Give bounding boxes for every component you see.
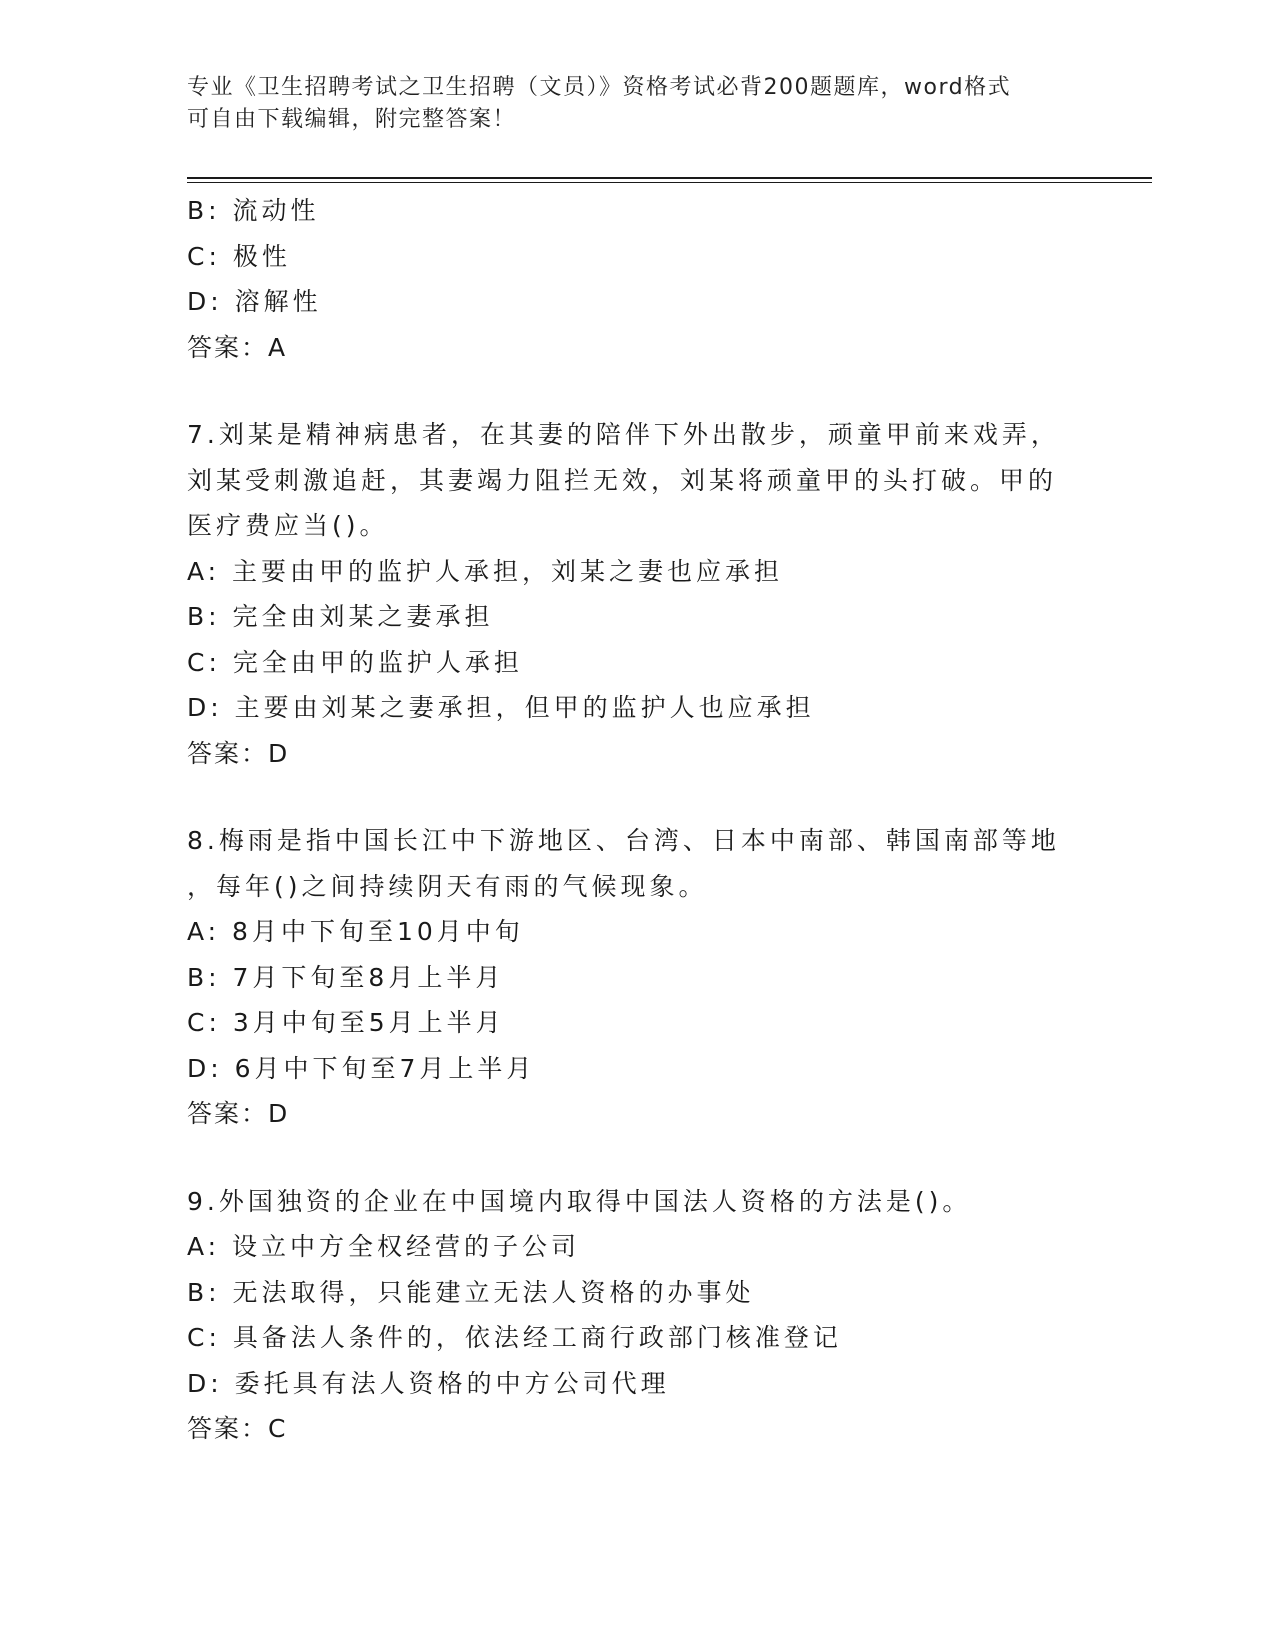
header-line-2: 可自由下载编辑，附完整答案！	[187, 107, 517, 132]
question-stem-line: 医疗费应当()。	[187, 511, 389, 540]
question-9	[187, 1179, 1087, 1452]
option-d: D: 6月中下旬至7月上半月	[187, 1053, 536, 1083]
document-header	[187, 72, 1087, 136]
question-stem-line: 刘某受刺激追赶，其妻竭力阻拦无效，刘某将顽童甲的头打破。甲的	[187, 465, 1058, 495]
answer-line: 答案：D	[187, 1099, 290, 1128]
header-line-1: 专业《卫生招聘考试之卫生招聘（文员）》资格考试必背200题题库，word格式	[187, 75, 1012, 100]
question-stem-line: ，每年()之间持续阴天有雨的气候现象。	[187, 871, 708, 901]
option-b: B: 7月下旬至8月上半月	[187, 962, 505, 992]
question-list	[187, 188, 1087, 1452]
answer-line: 答案：D	[187, 738, 290, 768]
option-b: B: 完全由刘某之妻承担	[187, 602, 494, 631]
question-8	[187, 818, 1087, 1137]
option-c: C: 完全由甲的监护人承担	[187, 647, 523, 677]
option-a: A: 主要由甲的监护人承担，刘某之妻也应承担	[187, 556, 784, 586]
option-c: C: 极性	[187, 241, 291, 271]
question-stem-line: 7.刘某是精神病患者，在其妻的陪伴下外出散步，顽童甲前来戏弄，	[187, 420, 1060, 449]
option-c: C: 具备法人条件的，依法经工商行政部门核准登记	[187, 1323, 842, 1352]
question-stem-line: 9.外国独资的企业在中国境内取得中国法人资格的方法是()。	[187, 1186, 972, 1216]
option-b: B: 无法取得，只能建立无法人资格的办事处	[187, 1277, 755, 1307]
option-d: D: 溶解性	[187, 287, 322, 316]
option-a: A: 设立中方全权经营的子公司	[187, 1232, 581, 1261]
question-spacer	[187, 370, 1087, 412]
option-d: D: 委托具有法人资格的中方公司代理	[187, 1368, 670, 1398]
question-spacer	[187, 776, 1087, 818]
question-spacer	[187, 1137, 1087, 1179]
answer-line: 答案：A	[187, 332, 288, 362]
option-a: A: 8月中下旬至10月中旬	[187, 917, 524, 946]
header-divider-thick	[187, 177, 1152, 179]
header-divider-thin	[187, 182, 1152, 183]
previous-question-tail	[187, 188, 1087, 370]
answer-line: 答案：C	[187, 1414, 288, 1443]
question-stem-line: 8.梅雨是指中国长江中下游地区、台湾、日本中南部、韩国南部等地	[187, 826, 1060, 855]
option-c: C: 3月中旬至5月上半月	[187, 1008, 505, 1037]
option-b: B: 流动性	[187, 196, 320, 225]
option-d: D: 主要由刘某之妻承担，但甲的监护人也应承担	[187, 693, 815, 722]
question-7	[187, 412, 1087, 776]
